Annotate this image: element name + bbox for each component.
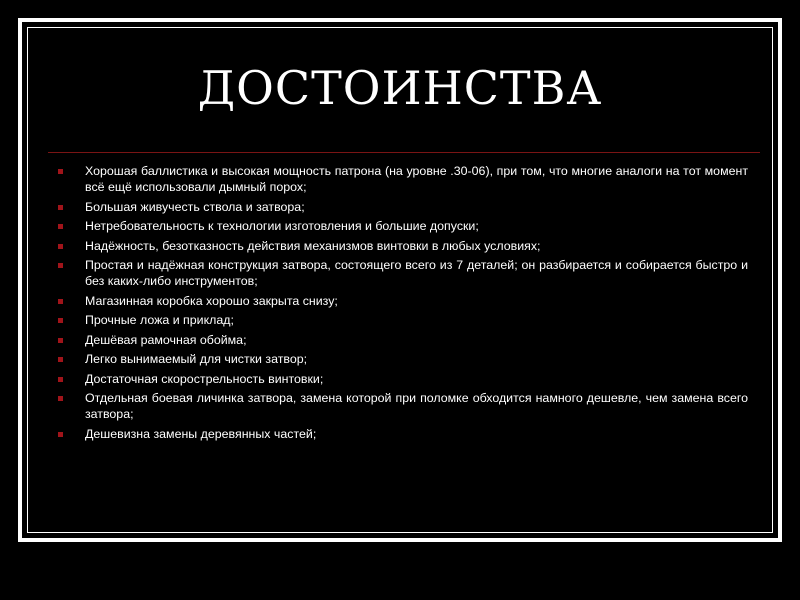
list-item bbox=[58, 332, 748, 348]
square-bullet-icon bbox=[58, 244, 63, 249]
square-bullet-icon bbox=[58, 263, 63, 268]
list-item bbox=[58, 371, 748, 387]
slide-title: ДОСТОИНСТВА bbox=[197, 61, 603, 115]
list-item-text: Дешевизна замены деревянных частей; bbox=[85, 426, 317, 441]
list-item-text: Дешёвая рамочная обойма; bbox=[85, 332, 247, 347]
square-bullet-icon bbox=[58, 432, 63, 437]
list-item bbox=[58, 351, 748, 367]
list-item bbox=[58, 390, 748, 422]
square-bullet-icon bbox=[58, 224, 63, 229]
square-bullet-icon bbox=[58, 396, 63, 401]
list-item-text: Легко вынимаемый для чистки затвор; bbox=[85, 352, 308, 366]
list-item bbox=[58, 312, 748, 328]
list-item-text: Нетребовательность к технологии изготовления и большие допуски; bbox=[85, 219, 479, 233]
list-item-text: Прочные ложа и приклад; bbox=[85, 313, 234, 327]
list-item-text: Отдельная боевая личинка затвора, замена которой при поломке обходится намного дешевле, чем замена всего затвора; bbox=[85, 391, 748, 421]
square-bullet-icon bbox=[58, 338, 63, 343]
square-bullet-icon bbox=[58, 318, 63, 323]
square-bullet-icon bbox=[58, 299, 63, 304]
list-item-text: Большая живучесть ствола и затвора; bbox=[85, 199, 305, 214]
list-item bbox=[58, 163, 748, 195]
list-item-text: Простая и надёжная конструкция затвора, состоящего всего из 7 деталей; он разбирается и собирается быстро и без каких-либо инструментов; bbox=[85, 258, 748, 288]
list-item bbox=[58, 199, 748, 215]
list-item-text: Магазинная коробка хорошо закрыта снизу; bbox=[85, 293, 338, 308]
list-item-text: Надёжность, безотказность действия механизмов винтовки в любых условиях; bbox=[85, 238, 541, 253]
list-item bbox=[58, 218, 748, 234]
list-item bbox=[58, 293, 748, 309]
list-item-text: Достаточная скорострельность винтовки; bbox=[85, 371, 324, 386]
square-bullet-icon bbox=[58, 377, 63, 382]
list-item bbox=[58, 426, 748, 442]
list-item bbox=[58, 238, 748, 254]
square-bullet-icon bbox=[58, 205, 63, 210]
list-item-text: Хорошая баллистика и высокая мощность патрона (на уровне .30-06), при том, что многие аналоги на тот момент всё ещё использовали дымный порох; bbox=[85, 164, 748, 194]
square-bullet-icon bbox=[58, 357, 63, 362]
bullet-list bbox=[58, 163, 748, 445]
square-bullet-icon bbox=[58, 169, 63, 174]
list-item bbox=[58, 257, 748, 289]
title-divider bbox=[48, 152, 760, 153]
